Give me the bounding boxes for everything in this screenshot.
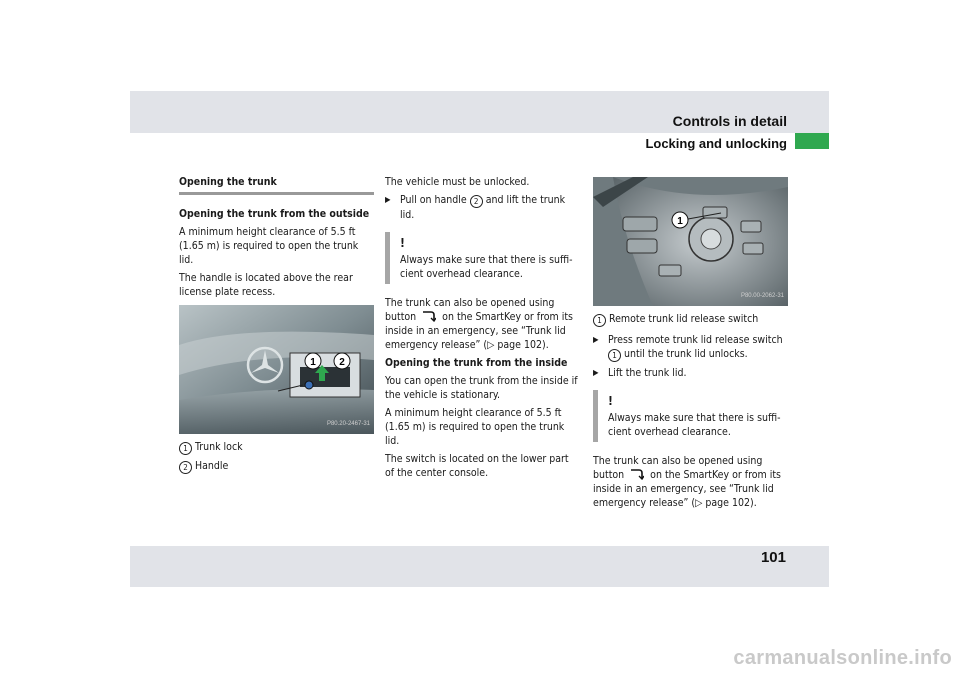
warning-box [385, 232, 580, 284]
column-middle [385, 175, 580, 484]
watermark: carmanualsonline.info [733, 647, 952, 669]
paragraph: A minimum height clearance of 5.5 ft (1.65 m) is required to open the trunk lid. [179, 226, 359, 266]
callout-number: 1 [179, 442, 192, 455]
warning-icon: ! [400, 236, 405, 250]
column-right [593, 175, 788, 514]
paragraph: The trunk can also be opened using button on the SmartKey or from its inside in an emergency, see “Trunk lid emergency release” (▷ page 102). [385, 297, 573, 351]
center-console-photo [593, 177, 788, 306]
callout-number: 1 [593, 314, 606, 327]
callout-number: 2 [470, 195, 483, 208]
section-subtitle: Locking and unlocking [645, 136, 787, 151]
paragraph: The switch is located on the lower part of the center console. [385, 453, 569, 479]
callout-number: 2 [179, 461, 192, 474]
paragraph: You can open the trunk from the inside if the vehicle is stationary. [385, 375, 578, 401]
paragraph: The trunk can also be opened using button on the SmartKey or from its inside in an emergency, see “Trunk lid emergency release” (▷ page 102). [593, 455, 781, 509]
callout-1 [672, 212, 688, 228]
instruction-step: ▶ Press remote trunk lid release switch 1 until the trunk lid unlocks. [593, 333, 788, 362]
warning-box [593, 390, 788, 442]
heading-rule [179, 192, 374, 195]
svg-text:2: 2 [339, 357, 345, 368]
page-number: 101 [760, 549, 786, 566]
paragraph: The vehicle must be unlocked. [385, 176, 530, 188]
caption-item: 2 Handle [179, 459, 374, 474]
svg-text:1: 1 [310, 357, 316, 368]
paragraph: A minimum height clearance of 5.5 ft (1.65 m) is required to open the trunk lid. [385, 407, 565, 447]
callout-2 [334, 353, 350, 369]
column-left [179, 175, 374, 478]
warning-text: Always make sure that there is suffi-cient overhead clearance. [608, 412, 781, 438]
caption-item: 1 Trunk lock [179, 440, 374, 455]
caption-item: 1 Remote trunk lid release switch [593, 312, 788, 327]
trunk-open-icon [422, 310, 436, 322]
callout-number: 1 [608, 349, 621, 362]
subsection-heading: Opening the trunk from the inside [385, 357, 568, 369]
warning-icon: ! [608, 394, 613, 408]
section-color-tab [795, 133, 829, 149]
image-code: P80.00-2062-31 [740, 293, 784, 299]
section-heading: Opening the trunk [179, 176, 277, 188]
footer-band [130, 546, 829, 587]
chapter-title: Controls in detail [672, 113, 787, 129]
instruction-step: ▶ Pull on handle 2 and lift the trunk lid. [385, 193, 580, 222]
instruction-step: ▶ Lift the trunk lid. [593, 366, 788, 380]
trunk-handle-photo [179, 305, 374, 434]
svg-text:1: 1 [677, 216, 683, 227]
paragraph: The handle is located above the rear license plate recess. [179, 272, 353, 298]
warning-text: Always make sure that there is suffi-cient overhead clearance. [400, 254, 573, 280]
trunk-open-icon [630, 468, 644, 480]
image-code: P80.20-2467-31 [326, 421, 370, 427]
subsection-heading: Opening the trunk from the outside [179, 208, 370, 220]
callout-1 [305, 353, 321, 369]
